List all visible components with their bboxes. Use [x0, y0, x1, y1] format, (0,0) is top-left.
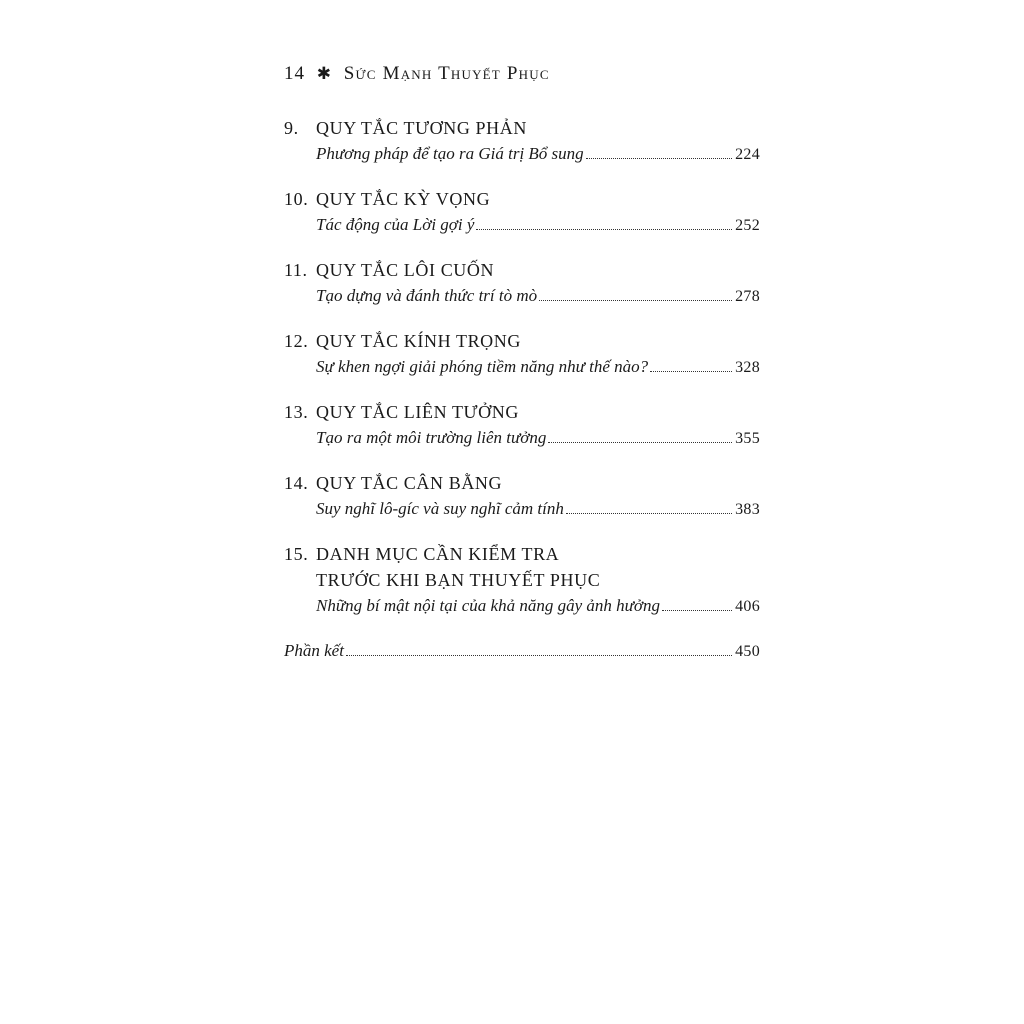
running-header	[284, 60, 760, 92]
toc-entry-subtitle: Tạo ra một môi trường liên tưởng	[316, 428, 547, 447]
toc-entry-page: 383	[735, 501, 760, 518]
book-page	[284, 60, 760, 683]
toc-epilogue[interactable]	[284, 638, 760, 665]
dot-leader	[539, 299, 732, 301]
toc-entry-title: QUY TẮC CÂN BẰNG	[316, 473, 503, 493]
dot-leader	[662, 609, 732, 611]
toc-entry-page: 406	[735, 598, 760, 615]
toc-entry-page: 355	[735, 430, 760, 447]
toc-entry-title: QUY TẮC TƯƠNG PHẢN	[316, 118, 527, 138]
toc-entry-subtitle: Tác động của Lời gợi ý	[316, 215, 475, 234]
toc-entry-number: 11.	[284, 260, 308, 280]
dot-leader	[476, 228, 732, 230]
toc-entry-page: 278	[735, 288, 760, 305]
toc-entry-title: QUY TẮC KÍNH TRỌNG	[316, 331, 521, 351]
toc-entry-subtitle: Phương pháp để tạo ra Giá trị Bổ sung	[316, 144, 584, 163]
dot-leader	[548, 441, 732, 443]
toc-entry-title: QUY TẮC LIÊN TƯỞNG	[316, 402, 519, 422]
header-page-number: 14	[284, 63, 305, 84]
epilogue-page: 450	[735, 643, 760, 660]
dot-leader	[586, 157, 732, 159]
toc-entry[interactable]	[284, 257, 760, 310]
toc-entry-number: 9.	[284, 118, 299, 138]
toc-entry[interactable]	[284, 186, 760, 239]
toc-entry-title-line-2: TRƯỚC KHI BẠN THUYẾT PHỤC	[316, 570, 601, 590]
toc-entry[interactable]	[284, 541, 760, 620]
toc-entry-page: 328	[735, 359, 760, 376]
star-separator-icon: ✱	[316, 64, 332, 83]
dot-leader	[346, 654, 732, 656]
toc-entry-number: 12.	[284, 331, 309, 351]
toc-entry-title: QUY TẮC KỲ VỌNG	[316, 189, 491, 209]
toc-entry-subtitle: Những bí mật nội tại của khả năng gây ảnh hưởng	[316, 596, 660, 615]
epilogue-title: Phần kết	[284, 641, 344, 660]
toc-entry-subtitle: Suy nghĩ lô-gíc và suy nghĩ cảm tính	[316, 499, 564, 518]
dot-leader	[566, 512, 732, 514]
header-book-title: Sức Mạnh Thuyết Phục	[343, 63, 550, 84]
toc-entry-subtitle: Tạo dựng và đánh thức trí tò mò	[316, 286, 538, 305]
dot-leader	[650, 370, 732, 372]
toc-entry-number: 14.	[284, 473, 309, 493]
toc-entry-number: 10.	[284, 189, 309, 209]
toc-entry-number: 13.	[284, 402, 309, 422]
toc-entry-page: 224	[735, 146, 760, 163]
toc-entry-title: QUY TẮC LÔI CUỐN	[316, 260, 495, 280]
toc-entry[interactable]	[284, 328, 760, 381]
toc-entry-page: 252	[735, 217, 760, 234]
table-of-contents	[284, 115, 760, 665]
toc-entry[interactable]	[284, 399, 760, 452]
toc-entry[interactable]	[284, 115, 760, 168]
toc-entry-number: 15.	[284, 544, 309, 564]
toc-entry[interactable]	[284, 470, 760, 523]
toc-entry-title: DANH MỤC CẦN KIỂM TRA	[316, 544, 560, 564]
toc-entry-subtitle: Sự khen ngợi giải phóng tiềm năng như thế nào?	[316, 357, 649, 376]
